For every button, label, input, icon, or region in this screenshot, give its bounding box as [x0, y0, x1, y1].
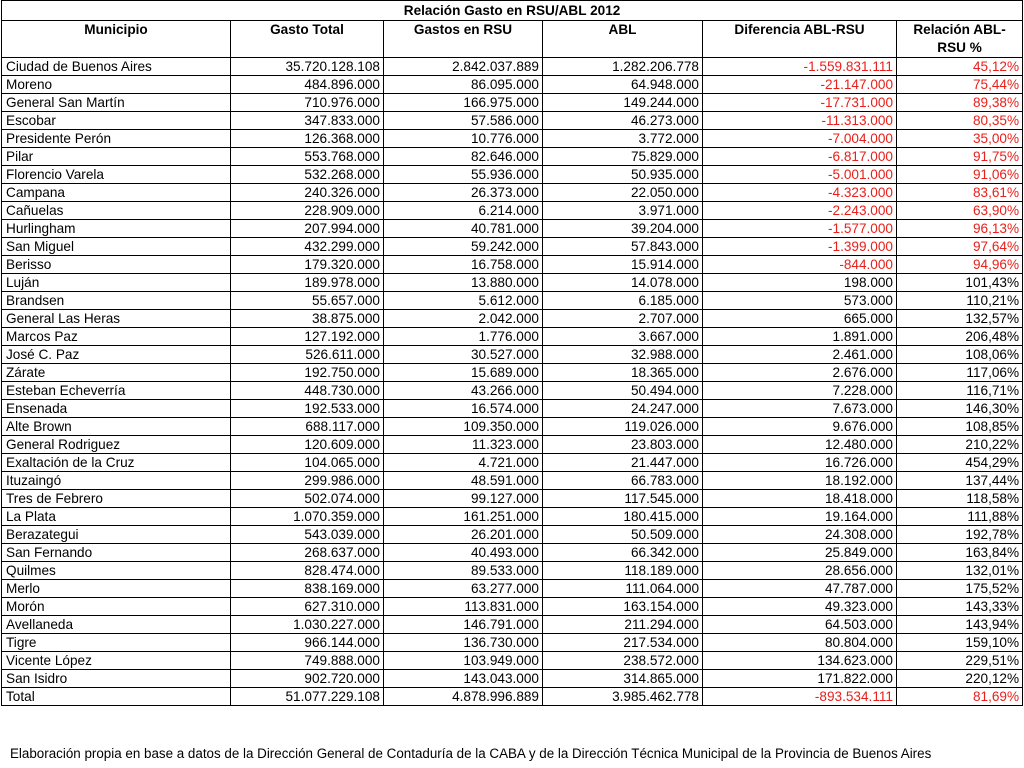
cell-gasto-total: 299.986.000	[231, 472, 384, 490]
cell-gasto-total: 902.720.000	[231, 670, 384, 688]
table-row	[2, 364, 1023, 382]
cell-municipio: San Fernando	[2, 544, 231, 562]
cell-diferencia: -1.399.000	[703, 238, 897, 256]
cell-gasto-total: 484.896.000	[231, 76, 384, 94]
cell-gastos-rsu: 113.831.000	[384, 598, 543, 616]
cell-gastos-rsu: 161.251.000	[384, 508, 543, 526]
table-row	[2, 472, 1023, 490]
column-header-relacion: Relación ABL-RSU %	[897, 21, 1023, 58]
table-row	[2, 616, 1023, 634]
cell-relacion: 91,75%	[897, 148, 1023, 166]
cell-diferencia: -6.817.000	[703, 148, 897, 166]
cell-municipio: Hurlingham	[2, 220, 231, 238]
cell-relacion: 159,10%	[897, 634, 1023, 652]
cell-diferencia: -7.004.000	[703, 130, 897, 148]
cell-municipio: José C. Paz	[2, 346, 231, 364]
table-row	[2, 328, 1023, 346]
table-title: Relación Gasto en RSU/ABL 2012	[2, 1, 1023, 21]
table-row	[2, 454, 1023, 472]
cell-municipio: Alte Brown	[2, 418, 231, 436]
cell-diferencia: -2.243.000	[703, 202, 897, 220]
cell-municipio: Ensenada	[2, 400, 231, 418]
cell-relacion: 116,71%	[897, 382, 1023, 400]
cell-abl: 117.545.000	[543, 490, 703, 508]
cell-diferencia: -11.313.000	[703, 112, 897, 130]
table-row	[2, 112, 1023, 130]
cell-gastos-rsu: 26.373.000	[384, 184, 543, 202]
cell-municipio: Esteban Echeverría	[2, 382, 231, 400]
cell-gasto-total: 828.474.000	[231, 562, 384, 580]
cell-municipio: Presidente Perón	[2, 130, 231, 148]
cell-municipio: Quilmes	[2, 562, 231, 580]
column-header-gastos-rsu: Gastos en RSU	[384, 21, 543, 58]
cell-relacion: 454,29%	[897, 454, 1023, 472]
table-row	[2, 346, 1023, 364]
cell-diferencia: -1.577.000	[703, 220, 897, 238]
cell-gastos-rsu: 5.612.000	[384, 292, 543, 310]
cell-relacion: 91,06%	[897, 166, 1023, 184]
cell-abl: 3.667.000	[543, 328, 703, 346]
data-table	[1, 0, 1023, 706]
cell-diferencia: 1.891.000	[703, 328, 897, 346]
cell-relacion: 175,52%	[897, 580, 1023, 598]
cell-gasto-total: 553.768.000	[231, 148, 384, 166]
table-row	[2, 562, 1023, 580]
cell-abl: 64.948.000	[543, 76, 703, 94]
cell-diferencia: -17.731.000	[703, 94, 897, 112]
cell-municipio: Berisso	[2, 256, 231, 274]
cell-gastos-rsu: 43.266.000	[384, 382, 543, 400]
cell-abl: 238.572.000	[543, 652, 703, 670]
cell-municipio: Pilar	[2, 148, 231, 166]
cell-gasto-total: 192.533.000	[231, 400, 384, 418]
cell-gastos-rsu: 57.586.000	[384, 112, 543, 130]
table-row	[2, 670, 1023, 688]
cell-gasto-total: 688.117.000	[231, 418, 384, 436]
cell-diferencia: 198.000	[703, 274, 897, 292]
cell-abl: 149.244.000	[543, 94, 703, 112]
cell-relacion: 108,85%	[897, 418, 1023, 436]
cell-relacion: 89,38%	[897, 94, 1023, 112]
cell-gasto-total: 532.268.000	[231, 166, 384, 184]
cell-relacion: 137,44%	[897, 472, 1023, 490]
cell-gasto-total: 502.074.000	[231, 490, 384, 508]
cell-gastos-rsu: 82.646.000	[384, 148, 543, 166]
cell-gasto-total: 347.833.000	[231, 112, 384, 130]
cell-abl: 111.064.000	[543, 580, 703, 598]
cell-gastos-rsu: 6.214.000	[384, 202, 543, 220]
cell-abl: 24.247.000	[543, 400, 703, 418]
source-footnote: Elaboración propia en base a datos de la Dirección General de Contaduría de la CABA y de la Dirección Técnica Municipal de la Provincia de Buenos Aires	[10, 746, 932, 761]
cell-diferencia: 134.623.000	[703, 652, 897, 670]
cell-gastos-rsu: 89.533.000	[384, 562, 543, 580]
cell-gastos-rsu: 40.781.000	[384, 220, 543, 238]
cell-gasto-total: 51.077.229.108	[231, 688, 384, 706]
cell-diferencia: 9.676.000	[703, 418, 897, 436]
cell-gasto-total: 1.070.359.000	[231, 508, 384, 526]
cell-diferencia: 18.418.000	[703, 490, 897, 508]
cell-abl: 15.914.000	[543, 256, 703, 274]
cell-municipio: Zárate	[2, 364, 231, 382]
cell-gastos-rsu: 55.936.000	[384, 166, 543, 184]
cell-relacion: 75,44%	[897, 76, 1023, 94]
cell-diferencia: 16.726.000	[703, 454, 897, 472]
cell-gasto-total: 35.720.128.108	[231, 58, 384, 76]
cell-gastos-rsu: 63.277.000	[384, 580, 543, 598]
cell-diferencia: 2.676.000	[703, 364, 897, 382]
cell-municipio: La Plata	[2, 508, 231, 526]
cell-gastos-rsu: 2.842.037.889	[384, 58, 543, 76]
table-row	[2, 310, 1023, 328]
table-row	[2, 418, 1023, 436]
cell-municipio: Marcos Paz	[2, 328, 231, 346]
cell-diferencia: -844.000	[703, 256, 897, 274]
cell-abl: 23.803.000	[543, 436, 703, 454]
table-row	[2, 292, 1023, 310]
cell-abl: 21.447.000	[543, 454, 703, 472]
cell-relacion: 210,22%	[897, 436, 1023, 454]
cell-municipio: Campana	[2, 184, 231, 202]
cell-relacion: 108,06%	[897, 346, 1023, 364]
cell-municipio: Moreno	[2, 76, 231, 94]
table-row	[2, 436, 1023, 454]
table-row	[2, 256, 1023, 274]
cell-diferencia: 80.804.000	[703, 634, 897, 652]
cell-gastos-rsu: 26.201.000	[384, 526, 543, 544]
cell-diferencia: 19.164.000	[703, 508, 897, 526]
cell-gasto-total: 710.976.000	[231, 94, 384, 112]
cell-diferencia: -4.323.000	[703, 184, 897, 202]
cell-abl: 66.342.000	[543, 544, 703, 562]
cell-abl: 46.273.000	[543, 112, 703, 130]
cell-municipio: Berazategui	[2, 526, 231, 544]
cell-municipio: Tres de Febrero	[2, 490, 231, 508]
table-row	[2, 652, 1023, 670]
cell-municipio: Vicente López	[2, 652, 231, 670]
cell-municipio: Ciudad de Buenos Aires	[2, 58, 231, 76]
table-row	[2, 130, 1023, 148]
cell-diferencia: -893.534.111	[703, 688, 897, 706]
cell-diferencia: -1.559.831.111	[703, 58, 897, 76]
cell-relacion: 229,51%	[897, 652, 1023, 670]
cell-municipio: General Rodriguez	[2, 436, 231, 454]
cell-gastos-rsu: 11.323.000	[384, 436, 543, 454]
cell-abl: 1.282.206.778	[543, 58, 703, 76]
table-row	[2, 634, 1023, 652]
table-row	[2, 238, 1023, 256]
cell-abl: 75.829.000	[543, 148, 703, 166]
cell-abl: 118.189.000	[543, 562, 703, 580]
cell-diferencia: 28.656.000	[703, 562, 897, 580]
cell-gastos-rsu: 16.758.000	[384, 256, 543, 274]
cell-relacion: 80,35%	[897, 112, 1023, 130]
cell-gasto-total: 38.875.000	[231, 310, 384, 328]
cell-municipio: Exaltación de la Cruz	[2, 454, 231, 472]
cell-relacion: 118,58%	[897, 490, 1023, 508]
cell-relacion: 132,57%	[897, 310, 1023, 328]
cell-relacion: 35,00%	[897, 130, 1023, 148]
table-row	[2, 490, 1023, 508]
table-row	[2, 220, 1023, 238]
cell-relacion: 97,64%	[897, 238, 1023, 256]
cell-relacion: 143,94%	[897, 616, 1023, 634]
cell-abl: 57.843.000	[543, 238, 703, 256]
cell-gasto-total: 268.637.000	[231, 544, 384, 562]
table-row	[2, 76, 1023, 94]
cell-diferencia: 573.000	[703, 292, 897, 310]
cell-diferencia: 7.228.000	[703, 382, 897, 400]
cell-diferencia: -21.147.000	[703, 76, 897, 94]
cell-gastos-rsu: 103.949.000	[384, 652, 543, 670]
table-row	[2, 526, 1023, 544]
cell-municipio: Avellaneda	[2, 616, 231, 634]
cell-gasto-total: 126.368.000	[231, 130, 384, 148]
cell-municipio: General Las Heras	[2, 310, 231, 328]
cell-relacion: 110,21%	[897, 292, 1023, 310]
cell-gasto-total: 192.750.000	[231, 364, 384, 382]
cell-relacion: 83,61%	[897, 184, 1023, 202]
cell-diferencia: 18.192.000	[703, 472, 897, 490]
cell-diferencia: 2.461.000	[703, 346, 897, 364]
cell-abl: 217.534.000	[543, 634, 703, 652]
cell-abl: 22.050.000	[543, 184, 703, 202]
table-row	[2, 166, 1023, 184]
cell-relacion: 94,96%	[897, 256, 1023, 274]
cell-municipio: Escobar	[2, 112, 231, 130]
cell-abl: 163.154.000	[543, 598, 703, 616]
cell-gastos-rsu: 30.527.000	[384, 346, 543, 364]
cell-gasto-total: 189.978.000	[231, 274, 384, 292]
cell-gastos-rsu: 109.350.000	[384, 418, 543, 436]
cell-relacion: 81,69%	[897, 688, 1023, 706]
cell-abl: 3.985.462.778	[543, 688, 703, 706]
cell-relacion: 206,48%	[897, 328, 1023, 346]
column-header-abl: ABL	[543, 21, 703, 58]
cell-relacion: 132,01%	[897, 562, 1023, 580]
table-row	[2, 580, 1023, 598]
cell-gastos-rsu: 15.689.000	[384, 364, 543, 382]
table-row	[2, 274, 1023, 292]
table-row	[2, 148, 1023, 166]
cell-gastos-rsu: 13.880.000	[384, 274, 543, 292]
cell-relacion: 96,13%	[897, 220, 1023, 238]
cell-relacion: 111,88%	[897, 508, 1023, 526]
cell-municipio: Ituzaingó	[2, 472, 231, 490]
cell-abl: 211.294.000	[543, 616, 703, 634]
cell-gastos-rsu: 16.574.000	[384, 400, 543, 418]
table-row	[2, 400, 1023, 418]
cell-diferencia: 64.503.000	[703, 616, 897, 634]
cell-relacion: 146,30%	[897, 400, 1023, 418]
cell-abl: 18.365.000	[543, 364, 703, 382]
cell-gasto-total: 104.065.000	[231, 454, 384, 472]
cell-abl: 2.707.000	[543, 310, 703, 328]
cell-gastos-rsu: 143.043.000	[384, 670, 543, 688]
cell-relacion: 117,06%	[897, 364, 1023, 382]
cell-diferencia: -5.001.000	[703, 166, 897, 184]
cell-gasto-total: 966.144.000	[231, 634, 384, 652]
cell-gasto-total: 127.192.000	[231, 328, 384, 346]
cell-relacion: 192,78%	[897, 526, 1023, 544]
cell-municipio: San Isidro	[2, 670, 231, 688]
table-row	[2, 508, 1023, 526]
table-row	[2, 202, 1023, 220]
cell-gasto-total: 55.657.000	[231, 292, 384, 310]
cell-abl: 180.415.000	[543, 508, 703, 526]
cell-abl: 6.185.000	[543, 292, 703, 310]
cell-gasto-total: 228.909.000	[231, 202, 384, 220]
column-header-gasto-total: Gasto Total	[231, 21, 384, 58]
cell-gasto-total: 749.888.000	[231, 652, 384, 670]
cell-municipio: Luján	[2, 274, 231, 292]
cell-municipio: Merlo	[2, 580, 231, 598]
cell-diferencia: 24.308.000	[703, 526, 897, 544]
cell-gasto-total: 240.326.000	[231, 184, 384, 202]
cell-gastos-rsu: 4.721.000	[384, 454, 543, 472]
cell-diferencia: 49.323.000	[703, 598, 897, 616]
cell-municipio: General San Martín	[2, 94, 231, 112]
cell-abl: 39.204.000	[543, 220, 703, 238]
cell-diferencia: 665.000	[703, 310, 897, 328]
cell-abl: 3.772.000	[543, 130, 703, 148]
table-row	[2, 94, 1023, 112]
cell-municipio: Morón	[2, 598, 231, 616]
cell-gasto-total: 627.310.000	[231, 598, 384, 616]
table-row	[2, 58, 1023, 76]
cell-diferencia: 25.849.000	[703, 544, 897, 562]
cell-gastos-rsu: 99.127.000	[384, 490, 543, 508]
cell-municipio: Brandsen	[2, 292, 231, 310]
cell-diferencia: 7.673.000	[703, 400, 897, 418]
cell-gastos-rsu: 10.776.000	[384, 130, 543, 148]
cell-municipio: Total	[2, 688, 231, 706]
cell-gastos-rsu: 2.042.000	[384, 310, 543, 328]
cell-gasto-total: 1.030.227.000	[231, 616, 384, 634]
table-row	[2, 184, 1023, 202]
cell-abl: 66.783.000	[543, 472, 703, 490]
cell-gasto-total: 179.320.000	[231, 256, 384, 274]
cell-relacion: 45,12%	[897, 58, 1023, 76]
cell-gasto-total: 448.730.000	[231, 382, 384, 400]
cell-gastos-rsu: 146.791.000	[384, 616, 543, 634]
cell-municipio: San Miguel	[2, 238, 231, 256]
cell-municipio: Cañuelas	[2, 202, 231, 220]
cell-diferencia: 171.822.000	[703, 670, 897, 688]
cell-relacion: 63,90%	[897, 202, 1023, 220]
cell-abl: 50.935.000	[543, 166, 703, 184]
cell-relacion: 143,33%	[897, 598, 1023, 616]
cell-diferencia: 12.480.000	[703, 436, 897, 454]
cell-municipio: Florencio Varela	[2, 166, 231, 184]
column-header-diferencia: Diferencia ABL-RSU	[703, 21, 897, 58]
cell-gastos-rsu: 48.591.000	[384, 472, 543, 490]
table-row	[2, 688, 1023, 706]
cell-municipio: Tigre	[2, 634, 231, 652]
cell-relacion: 163,84%	[897, 544, 1023, 562]
cell-abl: 119.026.000	[543, 418, 703, 436]
cell-abl: 14.078.000	[543, 274, 703, 292]
cell-gasto-total: 543.039.000	[231, 526, 384, 544]
cell-gasto-total: 526.611.000	[231, 346, 384, 364]
cell-abl: 50.494.000	[543, 382, 703, 400]
cell-gastos-rsu: 40.493.000	[384, 544, 543, 562]
cell-abl: 32.988.000	[543, 346, 703, 364]
cell-gasto-total: 838.169.000	[231, 580, 384, 598]
table-body	[2, 58, 1023, 706]
cell-gasto-total: 120.609.000	[231, 436, 384, 454]
cell-diferencia: 47.787.000	[703, 580, 897, 598]
cell-relacion: 220,12%	[897, 670, 1023, 688]
cell-gastos-rsu: 1.776.000	[384, 328, 543, 346]
cell-gasto-total: 207.994.000	[231, 220, 384, 238]
column-header-municipio: Municipio	[2, 21, 231, 58]
table-row	[2, 382, 1023, 400]
cell-gastos-rsu: 136.730.000	[384, 634, 543, 652]
table-row	[2, 544, 1023, 562]
cell-gastos-rsu: 59.242.000	[384, 238, 543, 256]
cell-abl: 314.865.000	[543, 670, 703, 688]
cell-gastos-rsu: 166.975.000	[384, 94, 543, 112]
table-row	[2, 598, 1023, 616]
cell-gastos-rsu: 4.878.996.889	[384, 688, 543, 706]
cell-abl: 3.971.000	[543, 202, 703, 220]
cell-relacion: 101,43%	[897, 274, 1023, 292]
cell-gasto-total: 432.299.000	[231, 238, 384, 256]
cell-abl: 50.509.000	[543, 526, 703, 544]
cell-gastos-rsu: 86.095.000	[384, 76, 543, 94]
